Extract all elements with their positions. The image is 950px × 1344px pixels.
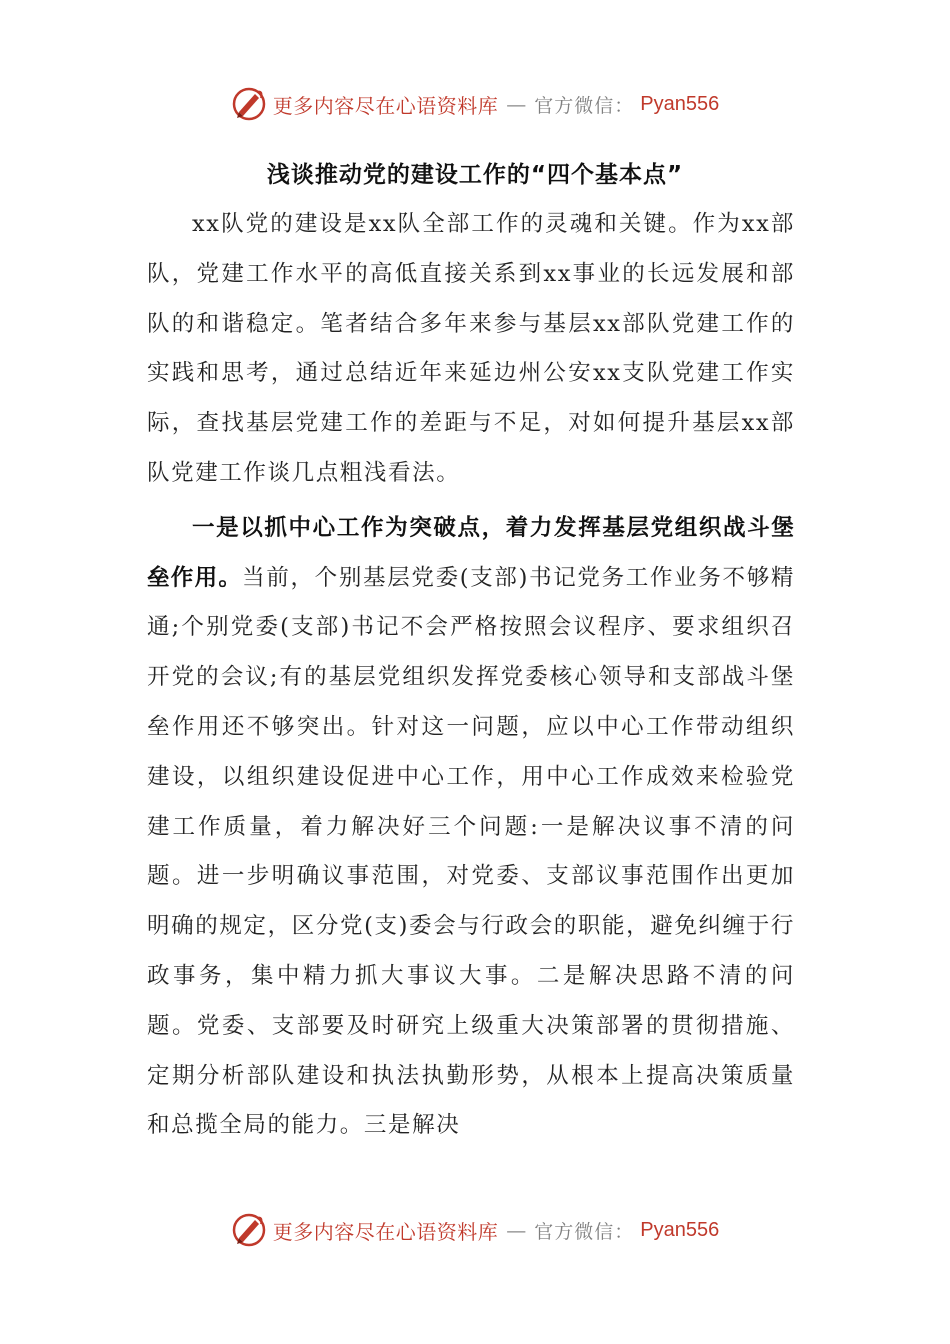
header-banner [0,84,950,124]
pen-logo-icon [231,1212,267,1248]
banner-separator: — [506,1218,527,1242]
banner-separator: — [506,92,527,116]
paragraph-point-one [147,504,795,1151]
document-title: 浅谈推动党的建设工作的“四个基本点” [266,162,684,188]
paragraph-text: 当前，个别基层党委(支部)书记党务工作业务不够精通;个别党委(支部)书记不会严格按照会议程序、要求组织召开党的会议;有的基层党组织发挥党委核心领导和支部战斗堡垒作用还不够突出。针对这一问题，应以中心工作带动组织建设，以组织建设促进中心工作，用中心工作成效来检验党建工作质量，着力解决好三个问题:一是解决议事不清的问题。进一步明确议事范围，对党委、支部议事范围作出更加明确的规定，区分党(支)委会与行政会的职能，避免纠缠于行政事务，集中精力抓大事议大事。二是解决思路不清的问题。党委、支部要及时研究上级重大决策部署的贯彻措施、定期分析部队建设和执法执勤形势，从根本上提高决策质量和总揽全局的能力。三是解决 [147,564,795,1139]
contact-handle: Pyan556 [640,92,720,115]
contact-label: 官方微信： [534,94,635,117]
footer-banner [0,1210,950,1250]
site-name-text: 更多内容尽在心语资料库 [272,1219,499,1244]
pen-logo-icon [231,86,267,122]
site-name-text: 更多内容尽在心语资料库 [272,93,499,118]
contact-label: 官方微信： [534,1220,635,1243]
paragraph-text: xx队党的建设是xx队全部工作的灵魂和关键。作为xx部队，党建工作水平的高低直接关系到xx事业的长远发展和部队的和谐稳定。笔者结合多年来参与基层xx部队党建工作的实践和思考，通过总结近年来延边州公安xx支队党建工作实际，查找基层党建工作的差距与不足，对如何提升基层xx部队党建工作谈几点粗浅看法。 [147,211,795,486]
paragraph-lead-heading: 一是以抓中心工作为突破点，着力发挥基层党组织战斗堡垒作用。 [147,514,795,591]
document-body [147,200,795,1151]
paragraph-intro [147,200,795,499]
contact-handle: Pyan556 [640,1218,720,1241]
